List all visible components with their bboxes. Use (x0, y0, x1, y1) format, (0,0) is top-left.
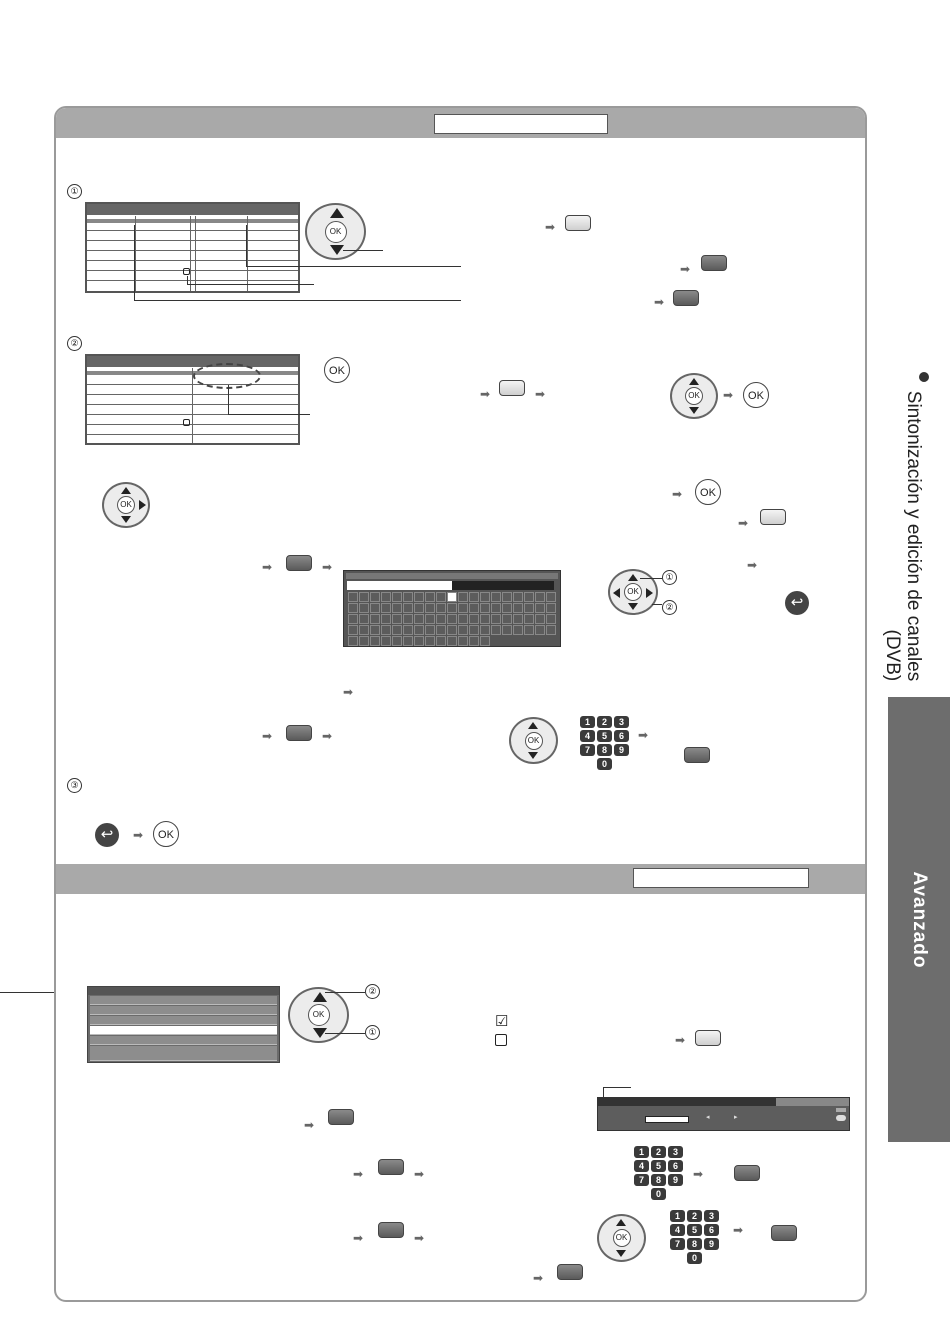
callout-line (246, 266, 461, 267)
color-key-icon (557, 1264, 583, 1280)
callout-line (640, 578, 662, 579)
callout-line (228, 414, 310, 415)
table-divider (190, 216, 191, 291)
character-cell (425, 614, 435, 624)
numpad-key: 4 (634, 1160, 649, 1172)
character-cell (469, 625, 479, 635)
character-cell (535, 592, 545, 602)
table-header (87, 356, 298, 367)
banner-title-bar-right (776, 1098, 849, 1106)
down-arrow-icon (528, 752, 538, 759)
character-cell (425, 625, 435, 635)
ok-button-icon: OK (743, 382, 769, 408)
numpad-key: 4 (670, 1224, 685, 1236)
character-cell (502, 603, 512, 613)
arrow-right-icon: ➡ (693, 1167, 704, 1181)
color-key-icon (734, 1165, 760, 1181)
character-cell (392, 636, 402, 646)
character-cell (359, 614, 369, 624)
table-row (87, 230, 298, 231)
numpad-key: 3 (704, 1210, 719, 1222)
dpad-icon (509, 717, 558, 764)
favourites-list (87, 986, 280, 1063)
character-cell (348, 614, 358, 624)
table-row (87, 260, 298, 261)
character-cell (436, 592, 446, 602)
banner-badge (836, 1108, 846, 1112)
character-cell (414, 636, 424, 646)
down-arrow-icon (330, 245, 344, 255)
numpad-key: 6 (704, 1224, 719, 1236)
table-row (87, 280, 298, 281)
channel-table-2 (85, 354, 300, 445)
numpad-key: 8 (597, 744, 612, 756)
callout-line (246, 225, 247, 267)
ok-icon: OK (117, 496, 135, 514)
character-cell (436, 603, 446, 613)
character-cell (447, 603, 457, 613)
side-pointer-line (0, 992, 54, 993)
table-row-header (87, 219, 298, 223)
character-cell (381, 592, 391, 602)
character-cell (348, 625, 358, 635)
dpad-icon (102, 482, 150, 528)
ok-icon: OK (525, 732, 543, 750)
character-cell (469, 592, 479, 602)
numpad-key: 5 (687, 1224, 702, 1236)
character-cell (392, 614, 402, 624)
numpad-key: 3 (614, 716, 629, 728)
charmap-header (346, 573, 558, 579)
header-1-box (434, 114, 608, 134)
color-key-icon (378, 1159, 404, 1175)
character-cell (524, 614, 534, 624)
numpad-key: 9 (704, 1238, 719, 1250)
character-cell (370, 614, 380, 624)
ok-icon: OK (685, 387, 703, 405)
dpad-icon (597, 1214, 646, 1262)
character-cell (414, 625, 424, 635)
table-row (87, 240, 298, 241)
highlight-ellipse (193, 363, 261, 389)
color-key-icon (760, 509, 786, 525)
character-cell (480, 625, 490, 635)
step-1-marker: ① (67, 184, 82, 199)
character-cell (414, 592, 424, 602)
ok-button-icon: OK (695, 479, 721, 505)
numpad-key: 8 (651, 1174, 666, 1186)
section-label-line1: Sintonización y edición de canales (903, 390, 924, 682)
arrow-right-icon: ➡ (533, 1271, 544, 1285)
callout-line (325, 1033, 365, 1034)
character-cell (458, 592, 468, 602)
color-key-icon (328, 1109, 354, 1125)
numpad-key: 7 (670, 1238, 685, 1250)
numpad-key: 1 (634, 1146, 649, 1158)
progress-bar (645, 1116, 689, 1123)
up-arrow-icon (313, 992, 327, 1002)
character-cell (513, 592, 523, 602)
down-arrow-icon (689, 407, 699, 414)
character-cell (403, 603, 413, 613)
arrow-right-icon: ➡ (262, 729, 273, 743)
name-input-field (347, 581, 452, 590)
character-cell (480, 592, 490, 602)
character-cell (348, 603, 358, 613)
lock-icon (183, 268, 190, 275)
character-cell (425, 592, 435, 602)
character-cell (447, 614, 457, 624)
character-cell (502, 614, 512, 624)
banner-title-bar (598, 1098, 776, 1106)
character-cell (359, 625, 369, 635)
character-cell (524, 625, 534, 635)
ok-button-icon: OK (324, 357, 350, 383)
character-cell (458, 636, 468, 646)
character-cell (381, 636, 391, 646)
callout-line (603, 1087, 631, 1088)
character-cell (436, 614, 446, 624)
character-cell (458, 625, 468, 635)
callout-line (652, 604, 662, 605)
table-row (87, 270, 298, 271)
character-cell (370, 636, 380, 646)
color-key-icon (771, 1225, 797, 1241)
arrow-right-icon: ➡ (343, 685, 354, 699)
down-arrow-icon (628, 603, 638, 610)
numpad-key: 5 (597, 730, 612, 742)
character-cell (359, 592, 369, 602)
character-cell (546, 603, 556, 613)
character-cell (513, 625, 523, 635)
list-item (90, 996, 277, 1005)
numpad-key: 8 (687, 1238, 702, 1250)
dpad-icon (288, 987, 349, 1043)
right-arrow-icon (139, 500, 146, 510)
character-cell (447, 625, 457, 635)
character-cell (491, 625, 501, 635)
numpad-key: 7 (634, 1174, 649, 1186)
ok-icon: OK (624, 583, 642, 601)
return-button-icon: ↩ (785, 591, 809, 615)
character-cell (469, 614, 479, 624)
callout-1-marker: ① (662, 570, 677, 585)
list-item-selected (90, 1026, 277, 1035)
arrow-right-icon: ➡ (353, 1167, 364, 1181)
color-key-icon (286, 725, 312, 741)
character-cell (469, 603, 479, 613)
callout-line (134, 225, 135, 301)
bullet-icon (919, 372, 929, 382)
character-cell (491, 603, 501, 613)
numpad-key: 0 (687, 1252, 702, 1264)
dpad-icon (670, 373, 718, 419)
left-arrow-icon: ◂ (706, 1114, 710, 1121)
numpad-key: 9 (668, 1174, 683, 1186)
callout-2-marker: ② (365, 984, 380, 999)
color-key-icon (673, 290, 699, 306)
up-arrow-icon (628, 574, 638, 581)
numpad-key: 6 (614, 730, 629, 742)
arrow-right-icon: ➡ (304, 1118, 315, 1132)
side-tab-label: Avanzado (909, 871, 930, 969)
step-2-marker: ② (67, 336, 82, 351)
arrow-right-icon: ➡ (545, 220, 556, 234)
character-cell (469, 636, 479, 646)
color-key-icon (565, 215, 591, 231)
arrow-right-icon: ➡ (414, 1231, 425, 1245)
arrow-right-icon: ➡ (322, 560, 333, 574)
dpad-icon (305, 203, 366, 260)
character-cell (381, 614, 391, 624)
character-cell (425, 636, 435, 646)
numpad-key: 3 (668, 1146, 683, 1158)
character-cell (370, 603, 380, 613)
character-cell (392, 592, 402, 602)
right-arrow-icon: ▸ (734, 1114, 738, 1121)
arrow-right-icon: ➡ (262, 560, 273, 574)
numpad-key: 0 (651, 1188, 666, 1200)
arrow-right-icon: ➡ (733, 1223, 744, 1237)
arrow-right-icon: ➡ (638, 728, 649, 742)
list-header (88, 987, 279, 995)
numpad-key: 2 (597, 716, 612, 728)
dpad-icon (608, 569, 658, 615)
numpad-key: 5 (651, 1160, 666, 1172)
numpad-key: 9 (614, 744, 629, 756)
left-arrow-icon (613, 588, 620, 598)
character-cell (348, 636, 358, 646)
arrow-right-icon: ➡ (133, 828, 144, 842)
information-banner (597, 1097, 850, 1131)
character-cell (436, 625, 446, 635)
character-cell (535, 614, 545, 624)
character-cell (546, 625, 556, 635)
color-key-icon (378, 1222, 404, 1238)
character-cell (359, 603, 369, 613)
color-key-icon (499, 380, 525, 396)
character-cell (491, 614, 501, 624)
character-cell (480, 614, 490, 624)
callout-line (343, 250, 383, 251)
character-cell (425, 603, 435, 613)
arrow-right-icon: ➡ (322, 729, 333, 743)
table-divider (135, 216, 136, 291)
list-item (90, 1016, 277, 1025)
character-cell (436, 636, 446, 646)
arrow-right-icon: ➡ (672, 487, 683, 501)
character-cell (513, 614, 523, 624)
header-2-box (633, 868, 809, 888)
character-cell (524, 603, 534, 613)
arrow-right-icon: ➡ (535, 387, 546, 401)
up-arrow-icon (528, 722, 538, 729)
up-arrow-icon (121, 487, 131, 494)
name-input-remaining (452, 581, 554, 590)
table-divider (195, 216, 196, 291)
up-arrow-icon (330, 208, 344, 218)
character-cell (480, 636, 490, 646)
character-cell (535, 603, 545, 613)
arrow-right-icon: ➡ (723, 388, 734, 402)
return-button-icon: ↩ (95, 823, 119, 847)
character-cell (381, 625, 391, 635)
ok-icon: OK (613, 1229, 631, 1247)
character-cell (535, 625, 545, 635)
color-key-icon (695, 1030, 721, 1046)
character-cell (502, 592, 512, 602)
character-cell (546, 592, 556, 602)
character-cell (480, 603, 490, 613)
character-cell (370, 592, 380, 602)
channel-table-1 (85, 202, 300, 293)
numpad-key: 1 (670, 1210, 685, 1222)
callout-2-marker: ② (662, 600, 677, 615)
character-cell (403, 614, 413, 624)
color-key-icon (684, 747, 710, 763)
arrow-right-icon: ➡ (654, 295, 665, 309)
character-cell (414, 614, 424, 624)
arrow-right-icon: ➡ (353, 1231, 364, 1245)
character-cell (458, 603, 468, 613)
section-label (882, 391, 924, 681)
arrow-right-icon: ➡ (738, 516, 749, 530)
callout-line (228, 385, 229, 415)
ok-button-icon: OK (153, 821, 179, 847)
character-cell (414, 603, 424, 613)
down-arrow-icon (616, 1250, 626, 1257)
ok-icon: OK (325, 221, 347, 243)
info-icon (836, 1115, 846, 1121)
numpad-key: 4 (580, 730, 595, 742)
section-label-line2: (DVB) (882, 629, 903, 682)
numpad-key: 2 (687, 1210, 702, 1222)
callout-1-marker: ① (365, 1025, 380, 1040)
list-item (90, 1006, 277, 1015)
character-cell (403, 636, 413, 646)
character-cell (381, 603, 391, 613)
ok-icon: OK (308, 1004, 330, 1026)
character-cell (348, 592, 358, 602)
up-arrow-icon (689, 378, 699, 385)
character-cell (403, 625, 413, 635)
list-item (90, 1054, 277, 1061)
character-cell (546, 614, 556, 624)
table-divider (247, 216, 248, 291)
table-divider (192, 368, 193, 443)
lock-icon (183, 419, 190, 426)
down-arrow-icon (121, 516, 131, 523)
character-cell (447, 636, 457, 646)
numpad-key: 6 (668, 1160, 683, 1172)
arrow-right-icon: ➡ (680, 262, 691, 276)
arrow-right-icon: ➡ (480, 387, 491, 401)
character-cell (370, 625, 380, 635)
arrow-right-icon: ➡ (747, 558, 758, 572)
up-arrow-icon (616, 1219, 626, 1226)
character-cell (502, 625, 512, 635)
numpad-key: 7 (580, 744, 595, 756)
character-cell (524, 592, 534, 602)
list-item (90, 1036, 277, 1045)
arrow-right-icon: ➡ (675, 1033, 686, 1047)
arrow-right-icon: ➡ (414, 1167, 425, 1181)
color-key-icon (286, 555, 312, 571)
checkbox-empty-icon (495, 1034, 507, 1046)
character-cell (458, 614, 468, 624)
numpad-key: 2 (651, 1146, 666, 1158)
callout-line (325, 992, 365, 993)
callout-line (187, 284, 314, 285)
character-cell (392, 625, 402, 635)
character-cell (513, 603, 523, 613)
callout-line (134, 300, 461, 301)
character-cell (392, 603, 402, 613)
character-table (343, 570, 561, 647)
callout-line (603, 1087, 604, 1097)
character-cell (447, 592, 457, 602)
numpad-key: 1 (580, 716, 595, 728)
step-3-marker: ③ (67, 778, 82, 793)
color-key-icon (701, 255, 727, 271)
table-row (87, 250, 298, 251)
character-cell (403, 592, 413, 602)
character-cell (491, 592, 501, 602)
right-arrow-icon (646, 588, 653, 598)
table-header (87, 204, 298, 215)
numpad-key: 0 (597, 758, 612, 770)
checkbox-checked-icon: ☑ (495, 1013, 509, 1030)
character-cell (359, 636, 369, 646)
